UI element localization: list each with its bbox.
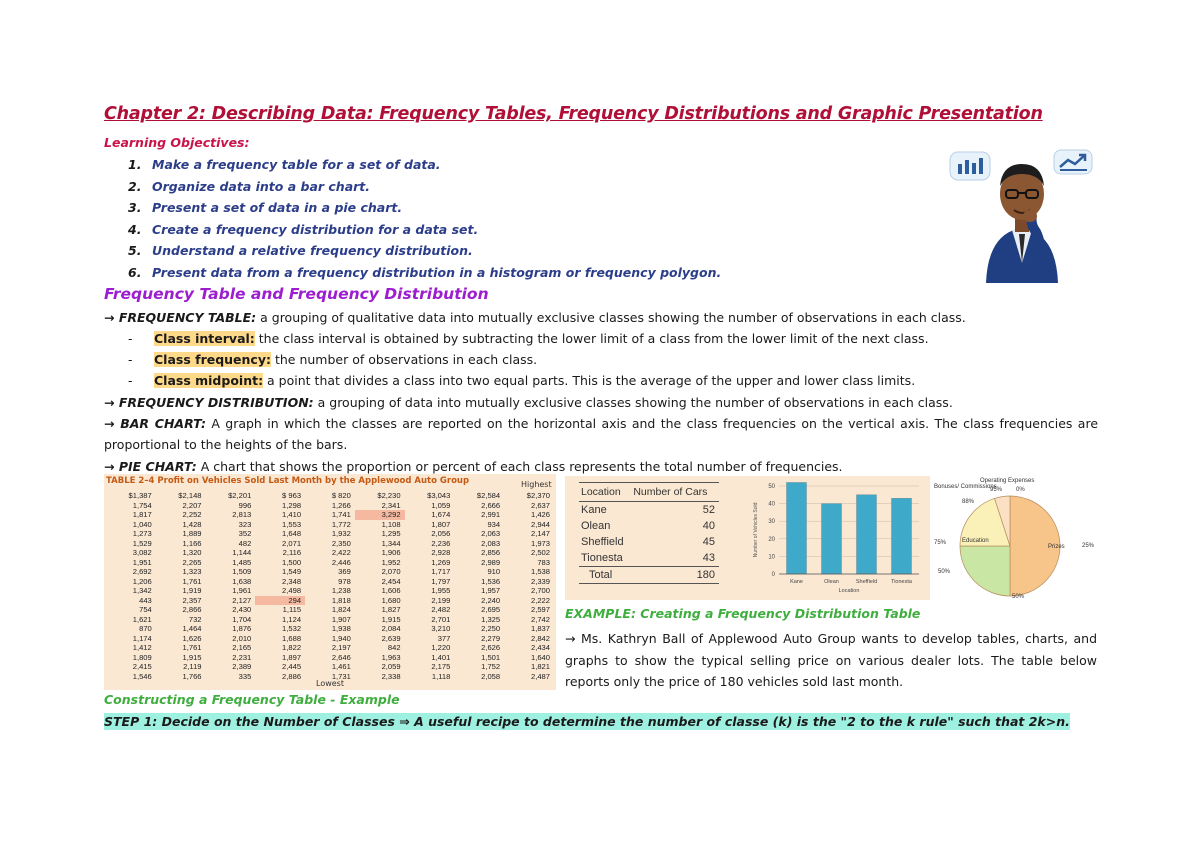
price-cell: 2,348	[282, 576, 302, 586]
price-cell: 1,752	[481, 662, 501, 671]
price-cell: 369	[338, 567, 351, 576]
price-cell: 2,059	[381, 662, 401, 671]
y-tick-label: 20	[768, 536, 775, 543]
bar-olean	[822, 504, 842, 574]
price-cell: 2,341	[381, 500, 401, 510]
price-cell: 1,827	[381, 605, 401, 614]
price-cell: 2,083	[481, 538, 501, 548]
price-cell: 2,084	[381, 624, 401, 633]
price-cell: 1,915	[182, 652, 202, 662]
price-cell: 1,717	[431, 567, 451, 576]
price-cell: 1,166	[182, 538, 202, 548]
price-cell: 377	[437, 633, 451, 643]
price-cell: $2,148	[178, 491, 202, 500]
pie-annotation: 95%	[990, 487, 1003, 493]
bar-tionesta	[892, 498, 912, 574]
price-cell: 1,428	[182, 519, 202, 529]
learning-objectives-list	[128, 154, 721, 283]
price-cell: 1,538	[530, 567, 550, 576]
price-cell: 1,174	[132, 633, 152, 643]
y-tick-label: 0	[771, 572, 775, 578]
price-cell: 2,944	[530, 519, 550, 529]
price-cell: 754	[139, 605, 152, 614]
price-table-caption: TABLE 2–4 Profit on Vehicles Sold Last Month by the Applewood Auto Group	[106, 476, 470, 486]
price-cell: 2,991	[481, 510, 501, 519]
price-cell: 1,206	[132, 576, 152, 586]
price-cell: 1,059	[431, 500, 451, 510]
total-row: Total 180	[579, 567, 719, 584]
table-row	[106, 539, 554, 549]
price-cell: 910	[487, 567, 501, 576]
price-cell: 1,951	[132, 557, 152, 567]
pie-annotation: 50%	[1012, 594, 1025, 600]
frequency-table-definition: → FREQUENCY TABLE: a grouping of qualitative data into mutually exclusive classes showing the number of observations in each class.	[104, 310, 966, 325]
price-cell: 2,070	[381, 567, 401, 576]
price-cell: 1,766	[182, 671, 202, 681]
table-row: Tionesta 43	[581, 552, 715, 564]
price-cell: 2,415	[132, 662, 152, 671]
class-interval-bullet: - Class interval: the class interval is obtained by subtracting the lower limit of a class from the lower limit of the next class.	[128, 331, 929, 346]
price-cell: 1,546	[132, 671, 152, 681]
table-row	[106, 510, 554, 520]
price-cell: 783	[537, 557, 550, 567]
table-row	[106, 605, 554, 615]
price-cell: 1,955	[431, 586, 451, 595]
pie-slice	[960, 546, 1010, 596]
example-title: EXAMPLE: Creating a Frequency Distribution Table	[565, 606, 921, 621]
price-cell: 2,389	[232, 662, 252, 671]
y-tick-label: 10	[768, 554, 775, 561]
price-cell: 1,809	[132, 652, 152, 662]
price-cell: $2,201	[228, 491, 252, 500]
table-row: Sheffield 45	[581, 536, 715, 548]
table-row	[106, 596, 554, 606]
vehicle-profit-table	[104, 474, 556, 690]
table-row: Kane 52	[581, 504, 715, 516]
objective-item: 3. Present a set of data in a pie chart.	[128, 200, 403, 215]
bar-chart-definition: → BAR CHART: A graph in which the classes are reported on the horizontal axis and the class frequencies on the vertical axis. The class frequencies are proportional to the heights of the bars.	[104, 416, 1099, 452]
price-cell: 2,422	[331, 548, 351, 557]
table-row	[106, 529, 554, 539]
price-cell: 1,323	[182, 567, 202, 576]
x-tick-label: Sheffield	[855, 579, 878, 585]
price-cell: 2,637	[530, 500, 550, 510]
pie-annotation: 50%	[938, 569, 951, 575]
price-cell: 1,410	[282, 510, 302, 519]
price-cell: 323	[238, 519, 252, 529]
price-cell: 1,238	[331, 586, 351, 595]
price-cell: 1,761	[182, 576, 202, 586]
price-cell: 732	[188, 614, 202, 624]
price-cell: 2,866	[182, 605, 202, 614]
price-cell: 2,928	[431, 548, 451, 557]
price-cell: 1,963	[381, 652, 401, 662]
price-cell: 1,731	[331, 671, 351, 681]
price-cell: 1,344	[381, 538, 401, 548]
price-cell: 1,298	[282, 500, 302, 510]
price-cell: 2,119	[183, 662, 202, 671]
price-cell: 1,957	[481, 586, 501, 595]
objective-item: 5. Understand a relative frequency distribution.	[128, 243, 473, 258]
price-cell: 2,626	[481, 643, 501, 652]
price-cell: 2,700	[530, 586, 550, 595]
price-cell: 1,674	[431, 510, 451, 519]
price-cell: 1,464	[182, 624, 202, 633]
cars-table-header	[579, 483, 719, 502]
table-row	[106, 643, 554, 653]
trend-bubble-icon	[1054, 150, 1092, 174]
slice-label: Operating Expenses	[980, 478, 1035, 484]
price-cell: $2,230	[377, 491, 401, 500]
price-cell: 294	[255, 596, 305, 606]
price-cell: 1,821	[530, 662, 550, 671]
price-cell: 1,269	[431, 557, 451, 567]
pie-annotation: 88%	[962, 499, 975, 505]
price-cell: 870	[139, 624, 152, 633]
price-cell: 1,680	[381, 595, 401, 605]
x-axis-label: Location	[838, 588, 860, 594]
table-row	[106, 662, 554, 672]
table-row	[106, 615, 554, 625]
price-cell: 1,342	[132, 586, 152, 595]
table-row	[106, 624, 554, 634]
highest-label: Highest	[521, 480, 552, 489]
pie-annotation: 75%	[934, 540, 947, 546]
price-cell: 1,640	[530, 652, 550, 662]
y-tick-label: 50	[768, 484, 775, 490]
price-cell: 1,952	[381, 557, 401, 567]
price-cell: 1,606	[381, 586, 401, 595]
price-cell: 1,621	[132, 614, 152, 624]
example-text: → Ms. Kathryn Ball of Applewood Auto Group wants to develop tables, charts, and graphs to show the typical selling price on various dealer lots. The table below reports only the price of 180 vehicles sold last month.	[565, 631, 1097, 689]
price-cell: 1,807	[431, 519, 451, 529]
bar-chart	[751, 478, 927, 598]
price-cell: 2,482	[431, 605, 451, 614]
price-cell: 1,536	[481, 576, 501, 586]
learning-objectives-heading: Learning Objectives:	[104, 135, 250, 150]
price-cell: 1,485	[232, 557, 252, 567]
price-cell: 1,648	[282, 529, 302, 538]
price-cell: 352	[238, 529, 252, 538]
price-cell: 996	[238, 500, 252, 510]
chart-bubble-icon	[950, 152, 990, 180]
price-cell: 2,989	[481, 557, 501, 567]
price-cell: 1,907	[331, 614, 351, 624]
price-cell: 1,426	[530, 510, 550, 519]
price-cell: 2,236	[431, 538, 451, 548]
price-cell: 1,115	[282, 605, 302, 614]
bar-sheffield	[857, 495, 877, 574]
price-cell: 2,165	[232, 643, 252, 652]
objective-item: 2. Organize data into a bar chart.	[128, 178, 371, 194]
price-cell: $2,584	[476, 491, 501, 500]
frequency-distribution-definition: → FREQUENCY DISTRIBUTION: a grouping of data into mutually exclusive classes showing the number of observations in each class.	[104, 395, 953, 410]
price-cell: 1,118	[431, 671, 451, 681]
price-cell: 2,639	[381, 633, 401, 643]
price-cell: 1,741	[331, 510, 351, 519]
price-cell: 2,646	[331, 652, 351, 662]
price-cell: 1,754	[132, 500, 152, 510]
price-cell: 1,553	[282, 519, 302, 529]
price-cell: 2,446	[331, 557, 351, 567]
price-cell: 2,175	[431, 662, 451, 671]
price-cell: 2,063	[481, 529, 501, 538]
price-cell: 934	[487, 519, 501, 529]
price-cell: 2,597	[530, 605, 550, 614]
price-cell: 2,701	[431, 614, 451, 624]
slice-label: Bonuses/ Commissions	[934, 484, 997, 490]
table-row	[106, 548, 554, 558]
x-tick-label: Olean	[824, 579, 839, 585]
price-cell: 2,231	[232, 652, 252, 662]
price-cell: 1,144	[232, 548, 252, 557]
price-cell: 2,265	[182, 557, 202, 567]
lowest-label: Lowest	[316, 679, 344, 688]
y-tick-label: 40	[768, 501, 775, 508]
price-cell: 2,357	[182, 595, 202, 605]
construct-title: Constructing a Frequency Table - Example	[104, 692, 400, 707]
price-cell: 1,412	[132, 643, 152, 652]
price-cell: 2,856	[481, 548, 501, 557]
thinking-man-illustration	[948, 138, 1096, 283]
price-cell: 1,797	[431, 576, 451, 586]
price-cell: 1,932	[331, 529, 351, 538]
location-header: Location	[579, 483, 631, 502]
price-cell: 2,071	[282, 538, 302, 548]
price-cell: 2,842	[530, 633, 550, 643]
pie-annotation: 25%	[1082, 543, 1095, 549]
table-row	[106, 520, 554, 530]
price-cell: 1,461	[331, 662, 351, 671]
price-cell: 1,897	[282, 652, 302, 662]
price-cell: 1,532	[282, 624, 302, 633]
price-cell: 1,273	[132, 529, 152, 538]
price-cell: 2,813	[232, 510, 252, 519]
price-cell: 978	[338, 576, 351, 586]
objective-item: 1. Make a frequency table for a set of data.	[128, 157, 441, 172]
class-midpoint-bullet: - Class midpoint: a point that divides a class into two equal parts. This is the average of the upper and lower class limits.	[128, 373, 916, 388]
price-cell: 3,292	[355, 510, 405, 520]
price-cell: 1,266	[331, 500, 351, 510]
price-cell: 2,445	[282, 662, 302, 671]
price-cell: 2,742	[530, 614, 550, 624]
pie-annotation: 0%	[1016, 487, 1025, 493]
price-cell: 1,915	[381, 614, 401, 624]
price-cell: $3,043	[427, 491, 451, 500]
price-cell: 2,434	[530, 643, 550, 652]
price-cell: 2,666	[481, 500, 501, 510]
price-cell: 1,626	[182, 633, 202, 643]
price-cell: 1,295	[381, 529, 401, 538]
price-cell: 1,889	[182, 529, 202, 538]
table-row	[106, 634, 554, 644]
price-cell: 2,222	[530, 595, 550, 605]
price-cell: 1,500	[282, 557, 302, 567]
price-cell: 1,549	[282, 567, 302, 576]
price-cell: 2,127	[232, 595, 252, 605]
table-row	[106, 577, 554, 587]
price-cell: 2,502	[530, 548, 550, 557]
price-cell: 2,199	[431, 595, 451, 605]
price-cell: 1,320	[182, 548, 202, 557]
price-cell: 2,695	[481, 605, 501, 614]
price-cell: 2,058	[481, 671, 501, 681]
price-cell: 1,040	[132, 519, 152, 529]
price-cell: 482	[238, 538, 252, 548]
price-cell: 1,688	[282, 633, 302, 643]
price-cell: 1,919	[182, 586, 202, 595]
price-cell: 2,197	[331, 643, 351, 652]
slice-label: Education	[962, 538, 989, 544]
pie-chart	[928, 474, 1098, 602]
price-cell: 1,108	[381, 519, 401, 529]
price-cell: 2,454	[381, 576, 401, 586]
price-cell: 1,938	[331, 624, 351, 633]
price-cell: 1,529	[132, 538, 152, 548]
cars-table	[579, 482, 719, 584]
objective-item: 4. Create a frequency distribution for a data set.	[128, 221, 479, 237]
x-tick-label: Kane	[790, 579, 803, 585]
price-grid	[106, 491, 554, 681]
price-cell: 2,279	[481, 633, 501, 643]
chapter-title: Chapter 2: Describing Data: Frequency Tables, Frequency Distributions and Graphic Presentation	[104, 104, 1043, 124]
price-cell: 1,772	[331, 519, 351, 529]
cars-by-location-panel	[565, 476, 930, 600]
price-cell: 1,837	[530, 624, 550, 633]
price-cell: $ 820	[331, 491, 351, 500]
price-cell: 2,430	[232, 605, 252, 614]
price-cell: 2,056	[431, 529, 451, 538]
price-cell: 1,401	[431, 652, 451, 662]
price-cell: 1,704	[232, 614, 252, 624]
price-cell: 2,147	[530, 529, 550, 538]
y-axis-label: Number of Vehicles Sold	[753, 502, 759, 558]
y-tick-label: 30	[768, 519, 775, 526]
price-cell: 3,210	[431, 624, 451, 633]
price-cell: 2,692	[132, 567, 152, 576]
person-icon	[986, 164, 1058, 283]
price-cell: 1,638	[232, 576, 252, 586]
table-row	[106, 501, 554, 511]
price-cell: 1,940	[331, 633, 351, 643]
price-cell: 1,124	[282, 614, 302, 624]
table-row	[106, 653, 554, 663]
price-cell: 2,250	[481, 624, 501, 633]
table-row	[106, 567, 554, 577]
price-cell: 1,906	[381, 548, 401, 557]
price-cell: 3,082	[132, 548, 152, 557]
price-cell: 1,818	[331, 595, 351, 605]
bar-kane	[787, 482, 807, 574]
price-cell: $ 963	[282, 491, 302, 500]
price-cell: $2,370	[526, 491, 550, 500]
price-cell: $1,387	[128, 491, 152, 500]
price-cell: 1,325	[481, 614, 501, 624]
price-cell: 2,339	[530, 576, 550, 586]
price-cell: 2,487	[530, 671, 550, 681]
price-cell: 1,501	[481, 652, 501, 662]
x-tick-label: Tionesta	[891, 579, 912, 585]
price-cell: 2,207	[182, 500, 202, 510]
price-cell: 2,350	[331, 538, 351, 548]
section-title: Frequency Table and Frequency Distribution	[104, 285, 489, 303]
price-cell: 2,240	[481, 595, 501, 605]
step1-text: STEP 1: Decide on the Number of Classes ⇒ A useful recipe to determine the number of classe (k) is the "2 to the k rule" such that 2k>n.	[104, 714, 1070, 729]
price-cell: 335	[238, 671, 252, 681]
price-cell: 2,498	[282, 586, 302, 595]
price-cell: 842	[387, 643, 401, 652]
pie-chart-definition: → PIE CHART: A chart that shows the proportion or percent of each class represents the total number of frequencies.	[104, 459, 843, 474]
class-frequency-bullet: - Class frequency: the number of observations in each class.	[128, 352, 538, 367]
price-cell: 2,010	[232, 633, 252, 643]
price-cell: 1,509	[232, 567, 252, 576]
cars-header: Number of Cars	[631, 483, 719, 502]
price-cell: 1,824	[331, 605, 351, 614]
price-cell: 2,338	[381, 671, 401, 681]
price-cell: 1,220	[431, 643, 451, 652]
price-cell: 2,252	[182, 510, 202, 519]
price-cell: 1,817	[132, 510, 152, 519]
price-cell: 1,961	[232, 586, 252, 595]
table-row	[106, 586, 554, 596]
price-cell: 443	[139, 595, 152, 605]
price-cell: 1,761	[182, 643, 202, 652]
slice-label: Prizes	[1048, 544, 1065, 550]
price-cell: 1,822	[282, 643, 302, 652]
price-cell: 2,886	[282, 671, 302, 681]
price-cell: 1,876	[232, 624, 252, 633]
table-row	[106, 558, 554, 568]
price-cell: 1,973	[530, 538, 550, 548]
price-cell: 2,116	[282, 548, 302, 557]
table-row	[106, 491, 554, 501]
table-row: Olean 40	[581, 520, 715, 532]
objective-item: 6. Present data from a frequency distribution in a histogram or frequency polygon.	[128, 264, 722, 280]
